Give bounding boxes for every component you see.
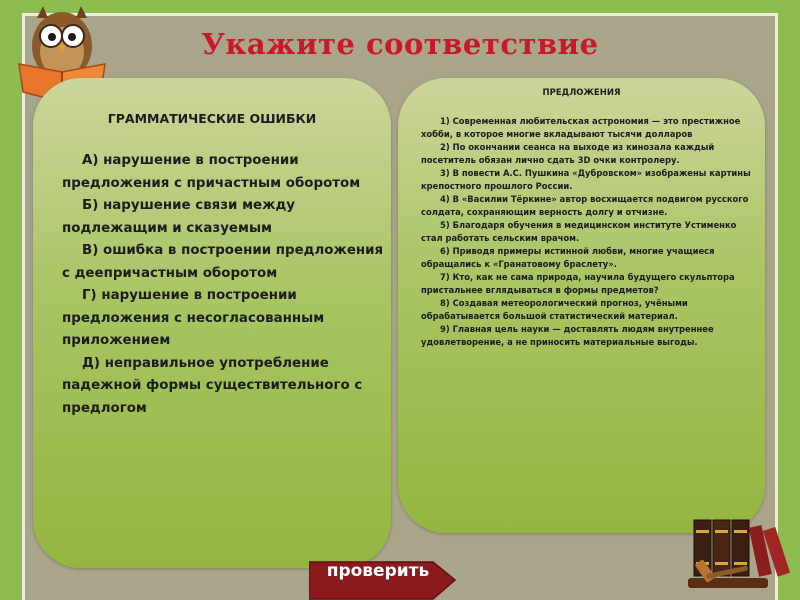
sentences-heading: ПРЕДЛОЖЕНИЯ	[542, 88, 621, 98]
check-button-label: проверить	[326, 561, 430, 581]
error-item-g: Г) нарушение в построении предложения с несогласованным приложением	[62, 288, 325, 348]
sentence-item-7: 7) Кто, как не сама природа, научила будущего скульптора пристальнее вглядываться в формы предметов?	[421, 272, 735, 295]
sentence-item-4: 4) В «Василии Тёркине» автор восхищается подвигом русского солдата, сохраняющим верность долгу и отчизне.	[421, 194, 749, 217]
sentence-item-5: 5) Благодаря обучения в медицинском институте Устименко стал работать сельским врачом.	[421, 220, 737, 243]
error-item-a: А) нарушение в построении предложения с причастным оборотом	[62, 153, 361, 191]
error-item-b: Б) нарушение связи между подлежащим и сказуемым	[62, 198, 296, 236]
slide-title: Укажите соответствие	[201, 27, 599, 61]
sentence-item-8: 8) Создавая метеорологический прогноз, учёными обрабатывается большой статистический материал.	[421, 298, 688, 321]
error-item-v: В) ошибка в построении предложения с деепричастным оборотом	[62, 243, 384, 281]
error-item-d: Д) неправильное употребление падежной формы существительного с предлогом	[62, 355, 363, 416]
sentence-item-3: 3) В повести А.С. Пушкина «Дубровском» изображены картины крепостного прошлого России.	[421, 168, 751, 191]
sentences-panel	[398, 78, 765, 533]
check-button[interactable]	[309, 559, 457, 600]
sentence-item-6: 6) Приводя примеры истинной любви, многие учащиеся обращались к «Гранатовому браслету».	[421, 246, 715, 269]
grammar-errors-heading: ГРАММАТИЧЕСКИЕ ОШИБКИ	[107, 111, 317, 126]
sentence-item-2: 2) По окончании сеанса на выходе из кинозала каждый посетитель обязан лично сдать 3D очки контролеру.	[421, 142, 715, 165]
grammar-errors-panel	[33, 78, 391, 568]
sentences-list	[421, 115, 751, 349]
sentence-item-9: 9) Главная цель науки — доставлять людям внутреннее удовлетворение, а не приносить материальные выгоды.	[421, 324, 714, 347]
sentence-item-1: 1) Современная любительская астрономия — это престижное хобби, в которое многие вкладывают тысячи долларов	[421, 116, 741, 139]
books-and-gavel-icon	[686, 512, 792, 592]
grammar-errors-list	[62, 150, 387, 420]
